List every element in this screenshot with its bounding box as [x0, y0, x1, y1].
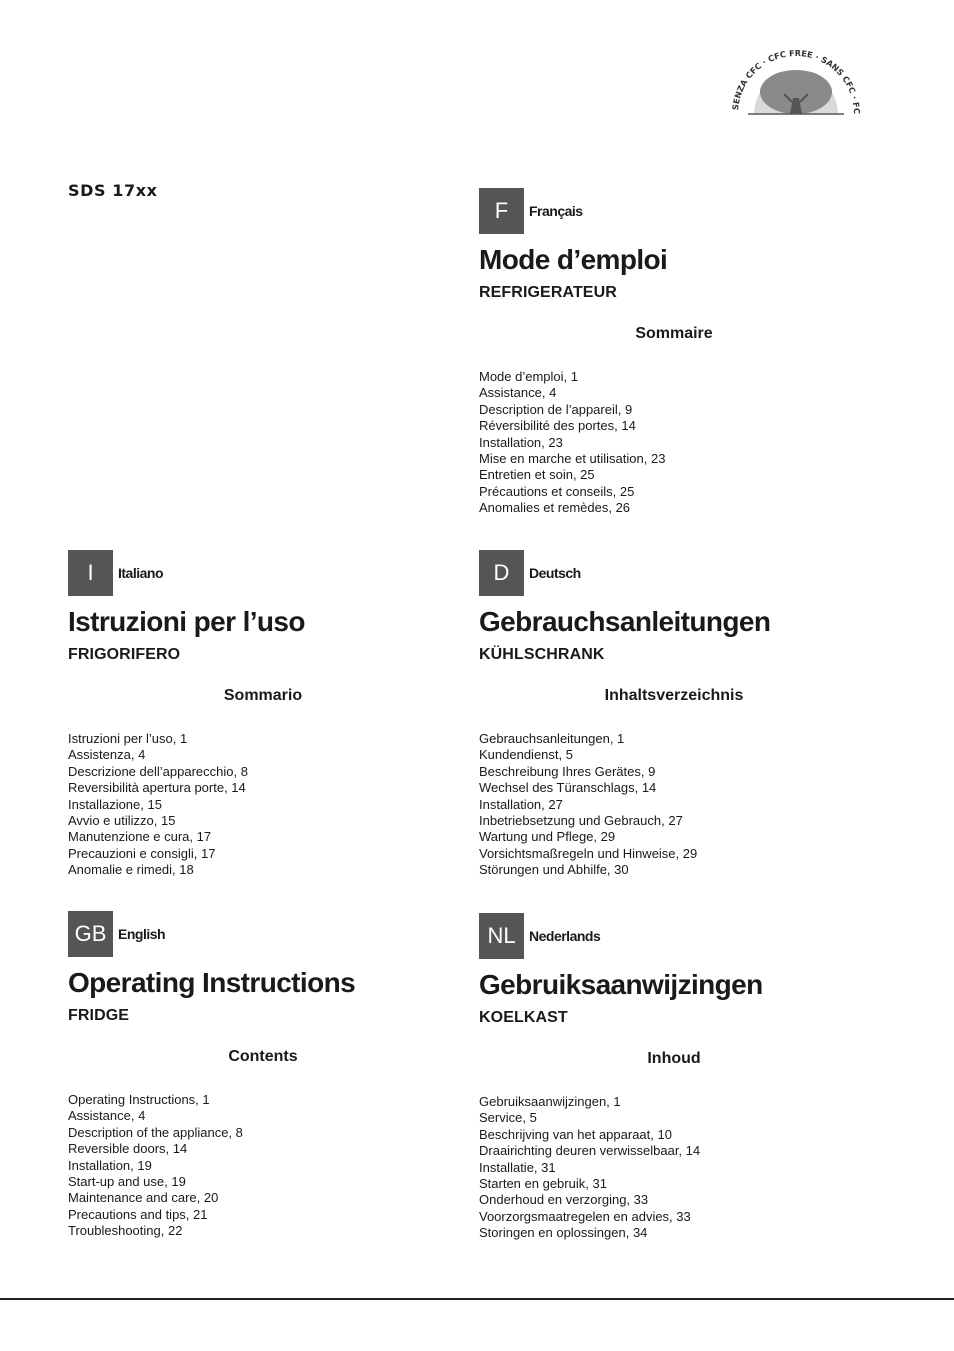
toc-item: Draairichting deuren verwisselbaar, 14	[479, 1143, 701, 1159]
toc-item: Voorzorgsmaatregelen en advies, 33	[479, 1208, 691, 1224]
language-badge: I	[68, 550, 113, 596]
language-name: English	[118, 926, 166, 942]
toc-item: Wartung und Pflege, 29	[479, 829, 616, 845]
toc-list	[479, 369, 869, 517]
toc-item: Description de l’appareil, 9	[479, 401, 633, 417]
cfc-free-logo	[726, 40, 866, 120]
product-type: FRIGORIFERO	[68, 646, 181, 663]
section-title: Istruzioni per l’uso	[68, 606, 305, 637]
toc-item: Reversibilità apertura porte, 14	[68, 780, 246, 796]
language-name: Deutsch	[529, 565, 581, 581]
toc-list	[479, 731, 869, 879]
toc-item: Kundendienst, 5	[479, 747, 573, 763]
toc-list	[479, 1094, 869, 1242]
toc-item: Manutenzione e cura, 17	[68, 829, 212, 845]
footer-divider	[0, 1298, 954, 1300]
toc-item: Beschreibung Ihres Gerätes, 9	[479, 763, 656, 779]
toc-item: Mise en marche et utilisation, 23	[479, 451, 666, 467]
toc-list	[68, 731, 458, 879]
toc-item: Installation, 23	[479, 434, 563, 450]
toc-item: Maintenance and care, 20	[68, 1190, 219, 1206]
toc-heading: Sommaire	[635, 325, 713, 342]
toc-item: Onderhoud en verzorging, 33	[479, 1192, 649, 1208]
toc-item: Anomalie e rimedi, 18	[68, 862, 194, 878]
tree-icon	[726, 40, 866, 120]
toc-item: Start-up and use, 19	[68, 1174, 186, 1190]
toc-item: Gebrauchsanleitungen, 1	[479, 731, 625, 746]
toc-item: Réversibilité des portes, 14	[479, 418, 636, 434]
toc-item: Beschrijving van het apparaat, 10	[479, 1126, 672, 1142]
toc-item: Installazione, 15	[68, 796, 162, 812]
toc-item: Installatie, 31	[479, 1159, 556, 1175]
toc-item: Störungen und Abhilfe, 30	[479, 862, 629, 878]
toc-item: Installation, 27	[479, 796, 563, 812]
section-title: Operating Instructions	[68, 967, 356, 998]
logo-text: SENZA CFC · CFC FREE · SANS CFC · FC	[730, 47, 863, 115]
toc-item: Istruzioni per l’uso, 1	[68, 731, 188, 746]
toc-item: Gebruiksaanwijzingen, 1	[479, 1094, 621, 1109]
section-english	[68, 911, 458, 1240]
toc-item: Mode d’emploi, 1	[479, 369, 578, 384]
section-title: Gebruiksaanwijzingen	[479, 969, 763, 1000]
toc-item: Avvio e utilizzo, 15	[68, 813, 176, 829]
toc-heading: Inhoud	[647, 1050, 701, 1067]
model-number: SDS 17xx	[68, 181, 158, 200]
language-badge: NL	[479, 913, 524, 959]
toc-item: Precauzioni e consigli, 17	[68, 845, 216, 861]
toc-item: Assistance, 4	[68, 1108, 146, 1124]
toc-item: Précautions et conseils, 25	[479, 483, 635, 499]
toc-item: Troubleshooting, 22	[68, 1223, 183, 1239]
language-header	[68, 911, 458, 957]
product-type: KOELKAST	[479, 1009, 568, 1026]
language-name: Français	[529, 203, 583, 219]
product-type: REFRIGERATEUR	[479, 284, 617, 301]
toc-heading: Sommario	[223, 687, 303, 704]
toc-item: Operating Instructions, 1	[68, 1092, 210, 1107]
toc-item: Entretien et soin, 25	[479, 467, 595, 483]
toc-item: Descrizione dell’apparecchio, 8	[68, 763, 248, 779]
toc-item: Service, 5	[479, 1110, 537, 1126]
toc-item: Installation, 19	[68, 1157, 152, 1173]
toc-item: Vorsichtsmaßregeln und Hinweise, 29	[479, 845, 698, 861]
toc-item: Assistenza, 4	[68, 747, 146, 763]
toc-heading: Contents	[228, 1048, 298, 1065]
product-type: KÜHLSCHRANK	[479, 646, 605, 663]
language-header	[479, 550, 869, 596]
toc-heading: Inhaltsverzeichnis	[604, 687, 744, 704]
language-name: Italiano	[118, 565, 164, 581]
section-dutch	[479, 913, 869, 1242]
toc-item: Assistance, 4	[479, 385, 557, 401]
toc-item: Description of the appliance, 8	[68, 1124, 243, 1140]
section-title: Gebrauchsanleitungen	[479, 606, 771, 637]
toc-item: Inbetriebsetzung und Gebrauch, 27	[479, 813, 683, 829]
language-badge: D	[479, 550, 524, 596]
toc-list	[68, 1092, 458, 1240]
toc-item: Reversible doors, 14	[68, 1141, 188, 1157]
language-name: Nederlands	[529, 928, 601, 944]
toc-item: Starten en gebruik, 31	[479, 1176, 607, 1192]
toc-item: Anomalies et remèdes, 26	[479, 500, 631, 516]
section-french	[479, 188, 869, 517]
toc-item: Storingen en oplossingen, 34	[479, 1225, 648, 1241]
section-title: Mode d’emploi	[479, 244, 668, 275]
section-german	[479, 550, 869, 879]
product-type: FRIDGE	[68, 1007, 130, 1024]
language-header	[479, 188, 869, 234]
language-header	[479, 913, 869, 959]
section-italian	[68, 550, 458, 879]
language-badge: F	[479, 188, 524, 234]
language-header	[68, 550, 458, 596]
toc-item: Precautions and tips, 21	[68, 1206, 208, 1222]
language-badge: GB	[68, 911, 113, 957]
toc-item: Wechsel des Türanschlags, 14	[479, 780, 657, 796]
